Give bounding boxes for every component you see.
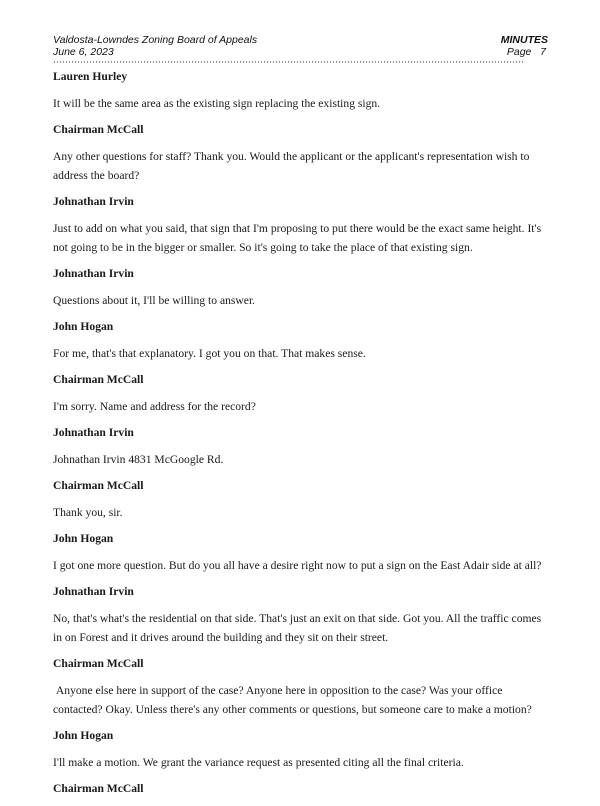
speech-text: Any other questions for staff? Thank you. Would the applicant or the applicant's representation wish to address the board?	[53, 150, 530, 182]
speaker-name: Johnathan Irvin	[53, 195, 134, 208]
speaker-name: Lauren Hurley	[53, 70, 128, 83]
speaker-name: Chairman McCall	[53, 123, 144, 136]
speaker-name: Chairman McCall	[53, 657, 144, 670]
speech-text: I got one more question. But do you all have a desire right now to put a sign on the East Adair side at all?	[53, 559, 542, 572]
header-dotted-rule	[53, 61, 523, 63]
header-page-number: Page 7	[506, 46, 546, 58]
speech-text: Thank you, sir.	[53, 506, 123, 519]
speech-text: No, that's what's the residential on that side. That's just an exit on that side. Got you. All the traffic comes in on Forest and it drives around the building and they sit on their street.	[53, 612, 542, 644]
speaker-name: Chairman McCall	[53, 782, 144, 795]
speaker-name: John Hogan	[53, 532, 114, 545]
speaker-name: Johnathan Irvin	[53, 426, 134, 439]
speech-text: I'll make a motion. We grant the variance request as presented citing all the final criteria.	[53, 756, 464, 769]
speaker-name: John Hogan	[53, 729, 114, 742]
speech-text: It will be the same area as the existing sign replacing the existing sign.	[53, 97, 381, 110]
speaker-name: Chairman McCall	[53, 479, 144, 492]
speaker-name: Johnathan Irvin	[53, 585, 134, 598]
transcript-body	[53, 70, 548, 806]
speech-text: Johnathan Irvin 4831 McGoogle Rd.	[53, 453, 224, 466]
header-org-title: Valdosta-Lowndes Zoning Board of Appeals	[53, 34, 258, 46]
speech-text: I'm sorry. Name and address for the record?	[53, 400, 256, 413]
header-date: June 6, 2023	[53, 46, 114, 58]
page-header	[53, 34, 548, 58]
speech-text: Anyone else here in support of the case? Anyone here in opposition to the case? Was your office contacted? Okay. Unless there's any other comments or questions, but someone care to make a motion?	[53, 684, 532, 716]
speech-text: For me, that's that explanatory. I got you on that. That makes sense.	[53, 347, 366, 360]
speaker-name: Chairman McCall	[53, 373, 144, 386]
speaker-name: John Hogan	[53, 320, 114, 333]
speech-text: Questions about it, I'll be willing to answer.	[53, 294, 256, 307]
speaker-name: Johnathan Irvin	[53, 267, 134, 280]
header-doc-type: MINUTES	[500, 34, 548, 46]
speech-text: Just to add on what you said, that sign that I'm proposing to put there would be the exact same height. It's not going to be in the bigger or smaller. So it's going to take the place of that existing sign.	[53, 222, 542, 254]
